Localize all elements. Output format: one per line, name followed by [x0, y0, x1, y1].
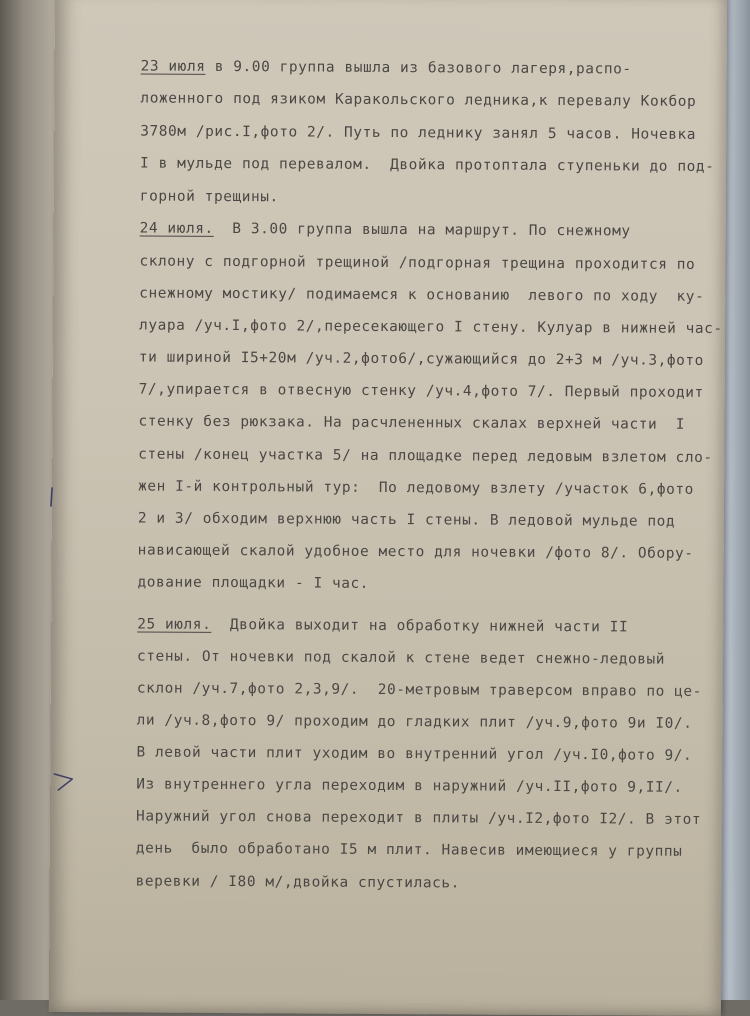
text-line: склону с подгорной трещиной /подгорная трещина проходится по [139, 253, 696, 273]
text-line: стены /конец участка 5/ на площадке перед ледовым взлетом сло- [138, 446, 713, 466]
text-line: склон /уч.7,фото 2,3,9/. 20-метровым траверсом вправо по це- [136, 680, 703, 700]
text-line: В левой части плит уходим во внутренний угол /уч.I0,фото 9/. [136, 744, 693, 764]
text-line: веревки / I80 м/,двойка спустилась. [135, 873, 460, 892]
text-line: нависающей скалой удобное место для ночевки /фото 8/. Обору- [137, 542, 694, 562]
text-line: стены. От ночевки под скалой к стене ведет снежно-ледовый [137, 648, 666, 668]
text-line: 23 июля в 9.00 группа вышла из базового лагеря,распо- [140, 58, 632, 78]
text-line: ти шириной I5+20м /уч.2,фото6/,сужающийся до 2+3 м /уч.3,фото [138, 349, 705, 369]
paragraph-date: 24 июля. [139, 220, 214, 237]
text-line: 2 и 3/ обходим верхнюю часть I стены. В ледовой мульде под [137, 510, 676, 530]
text-line: жен I-й контрольный тур: По ледовому взлету /участок 6,фото [138, 478, 694, 498]
pen-arrow-icon [52, 770, 76, 792]
text-line: 7/,упирается в отвесную стенку /уч.4,фото 7/. Первый проходит [138, 381, 704, 401]
text-line: 3780м /рис.I,фото 2/. Путь по леднику занял 5 часов. Ночевка [140, 123, 697, 143]
text-line: день было обработано I5 м плит. Навесив имеющиеся у группы [135, 840, 683, 860]
text-line: стенку без рюкзака. На расчлененных скалах верхней части I [138, 413, 686, 433]
typewritten-page [49, 0, 727, 1016]
text-line: ложенного под язиком Каракольского ледника,к перевалу Кокбор [140, 90, 697, 110]
text-line: Из внутреннего угла переходим в наружний /уч.II,фото 9,II/. [136, 776, 683, 796]
text-line: 25 июля. Двойка выходит на обработку нижней части II [137, 616, 629, 636]
text-line: луара /уч.I,фото 2/,пересекающего I стену. Кулуар в нижней час- [139, 317, 723, 338]
text-line: Наружний угол снова переходит в плиты /уч.I2,фото I2/. В этот [136, 808, 702, 828]
text-line: 24 июля. В 3.00 группа вышла на маршрут. По снежному [139, 220, 631, 240]
paragraph-date: 23 июля [140, 58, 206, 75]
text-line: снежному мостику/ подимаемся к основанию левого по ходу ку- [139, 285, 705, 305]
text-line: дование площадки - I час. [137, 574, 370, 592]
text-line: горной трещины. [139, 188, 279, 206]
text-line: ли /уч.8,фото 9/ проходим до гладких плит /уч.9,фото 9и I0/. [136, 712, 693, 732]
pen-mark-icon [46, 486, 58, 508]
text-line: I в мульде под перевалом. Двойка протоптала ступеньки до под- [140, 155, 715, 175]
paragraph-date: 25 июля. [137, 616, 212, 633]
